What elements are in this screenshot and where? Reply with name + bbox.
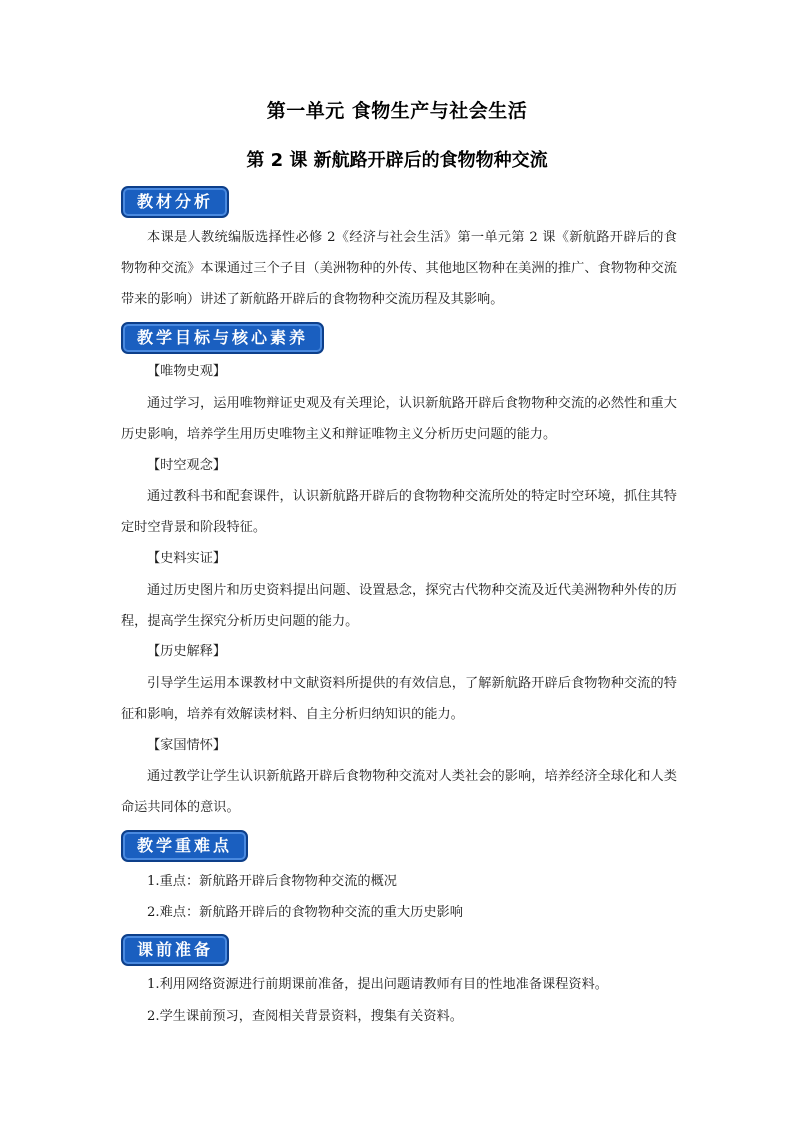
section-tag-analysis: 教材分析 — [121, 186, 229, 218]
goal-heading-interpretation: 【历史解释】 — [147, 644, 227, 659]
analysis-paragraph: 本课是人教统编版选择性必修 2《经济与社会生活》第一单元第 2 课《新航路开辟后的食物物种交流》本课通过三个子目（美洲物种的外传、其他地区物种在美洲的推广、食物物种交流带来的影响）讲述了新航路开辟后的食物物种交流历程及其影响。 — [121, 230, 677, 307]
prep-item: 1.利用网络资源进行前期课前准备，提出问题请教师有目的性地准备课程资料。 — [147, 977, 608, 992]
lesson-title: 第 2 课 新航路开辟后的食物物种交流 — [246, 150, 548, 171]
prep-item: 2.学生课前预习，查阅相关背景资料，搜集有关资料。 — [147, 1009, 463, 1024]
keypoint-item: 2.难点：新航路开辟后的食物物种交流的重大历史影响 — [147, 905, 463, 920]
goal-text-evidence: 通过历史图片和历史资料提出问题、设置悬念，探究古代物种交流及近代美洲物种外传的历程，提高学生探究分析历史问题的能力。 — [121, 583, 677, 629]
goal-text-interpretation: 引导学生运用本课教材中文献资料所提供的有效信息，了解新航路开辟后食物物种交流的特征和影响，培养有效解读材料、自主分析归纳知识的能力。 — [121, 676, 677, 722]
unit-title: 第一单元 食物生产与社会生活 — [266, 100, 528, 122]
keypoint-item: 1.重点：新航路开辟后食物物种交流的概况 — [147, 874, 397, 889]
goal-heading-patriotism: 【家国情怀】 — [147, 738, 227, 753]
section-tag-prep: 课前准备 — [121, 934, 229, 966]
goal-heading-evidence: 【史料实证】 — [147, 551, 227, 566]
goal-heading-spacetime: 【时空观念】 — [147, 458, 227, 473]
section-tag-goals: 教学目标与核心素养 — [121, 322, 324, 354]
section-tag-keypoints: 教学重难点 — [121, 830, 248, 862]
goal-text-materialism: 通过学习，运用唯物辩证史观及有关理论，认识新航路开辟后食物物种交流的必然性和重大历史影响，培养学生用历史唯物主义和辩证唯物主义分析历史问题的能力。 — [121, 396, 677, 442]
goal-heading-materialism: 【唯物史观】 — [147, 364, 227, 379]
goal-text-patriotism: 通过教学让学生认识新航路开辟后食物物种交流对人类社会的影响，培养经济全球化和人类命运共同体的意识。 — [121, 769, 677, 815]
goal-text-spacetime: 通过教科书和配套课件，认识新航路开辟后的食物物种交流所处的特定时空环境，抓住其特定时空背景和阶段特征。 — [121, 489, 677, 535]
